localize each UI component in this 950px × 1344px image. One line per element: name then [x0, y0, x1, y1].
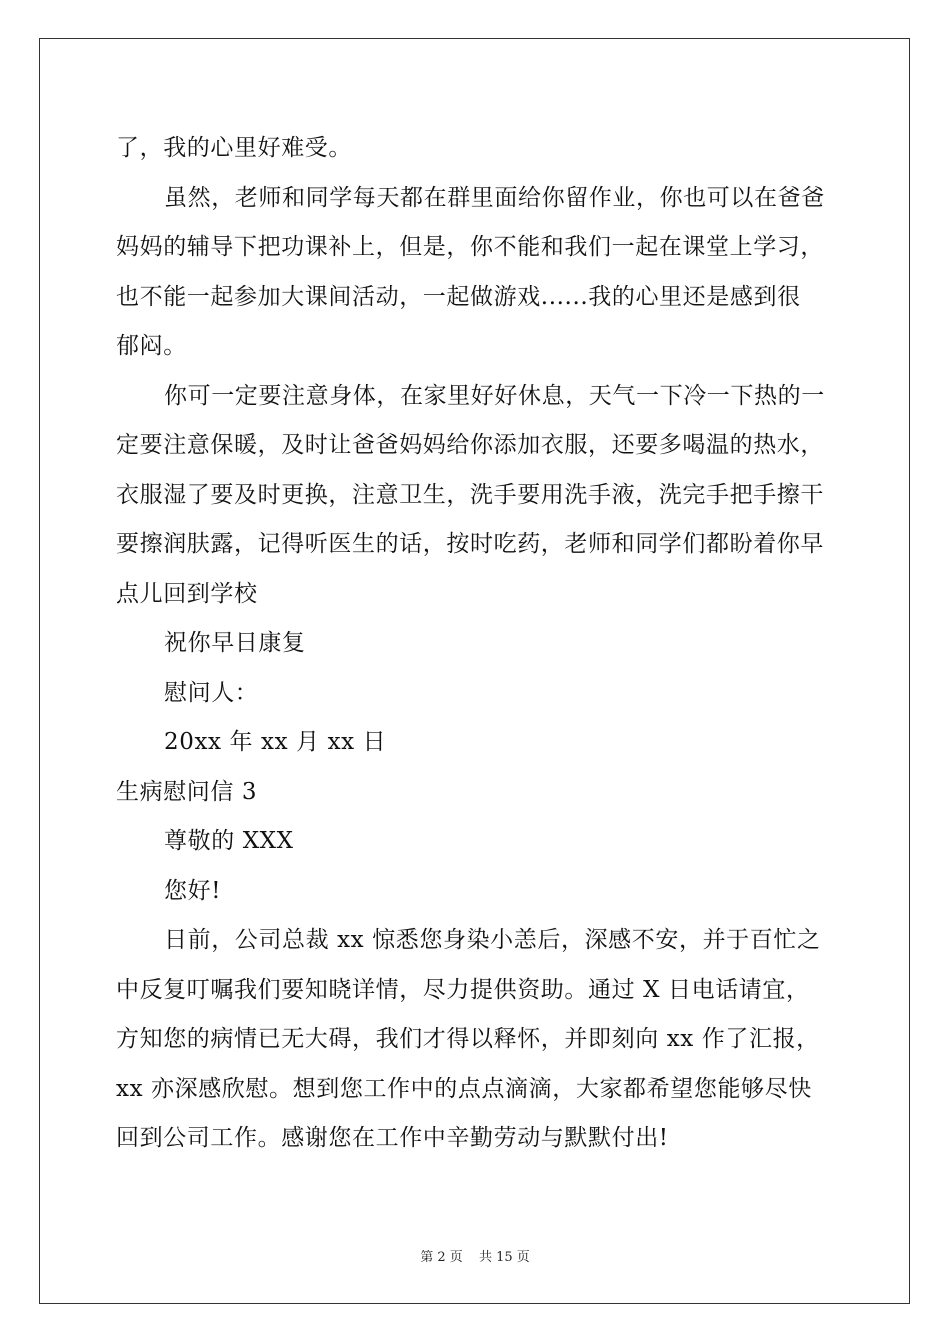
section-title: 生病慰问信 3 — [116, 778, 258, 805]
text-line: 郁闷。 — [116, 333, 187, 359]
text-line: 点儿回到学校 — [116, 580, 258, 607]
text-line: 方知您的病情已无大碍，我们才得以释怀，并即刻向 xx 作了汇报， — [116, 1026, 820, 1052]
text-line: 日前，公司总裁 xx 惊悉您身染小恙后，深感不安，并于百忙之 — [164, 927, 821, 953]
text-line: 定要注意保暖，及时让爸爸妈妈给你添加衣服，还要多喝温的热水， — [116, 432, 824, 458]
text-line: 要擦润肤露，记得听医生的话，按时吃药，老师和同学们都盼着你早 — [116, 531, 824, 557]
text-line: 中反复叮嘱我们要知晓详情，尽力提供资助。通过 X 日电话请宜， — [116, 976, 810, 1003]
greeting: 您好! — [164, 877, 222, 904]
signature-label: 慰问人： — [164, 679, 259, 706]
text-line: 你可一定要注意身体，在家里好好休息，天气一下冷一下热的一 — [164, 382, 825, 409]
text-line: 妈妈的辅导下把功课补上，但是，你不能和我们一起在课堂上学习， — [116, 234, 824, 260]
text-line: 了，我的心里好难受。 — [116, 135, 352, 161]
page-number-total: 共 15 页 — [478, 1250, 530, 1265]
document-body — [116, 124, 832, 1164]
date-line: 20xx 年 xx 月 xx 日 — [164, 729, 387, 755]
closing-wish: 祝你早日康复 — [164, 630, 306, 656]
text-line: xx 亦深感欣慰。想到您工作中的点点滴滴，大家都希望您能够尽快 — [116, 1075, 812, 1102]
page-footer — [0, 1246, 950, 1265]
text-line: 衣服湿了要及时更换，注意卫生，洗手要用洗手液，洗完手把手擦干 — [116, 481, 824, 508]
text-line: 回到公司工作。感谢您在工作中辛勤劳动与默默付出! — [116, 1125, 669, 1151]
page-number-current: 第 2 页 — [420, 1250, 463, 1265]
text-line: 虽然，老师和同学每天都在群里面给你留作业，你也可以在爸爸 — [164, 184, 825, 211]
salutation: 尊敬的 XXX — [164, 828, 294, 854]
text-line: 也不能一起参加大课间活动，一起做游戏......我的心里还是感到很 — [116, 283, 801, 310]
